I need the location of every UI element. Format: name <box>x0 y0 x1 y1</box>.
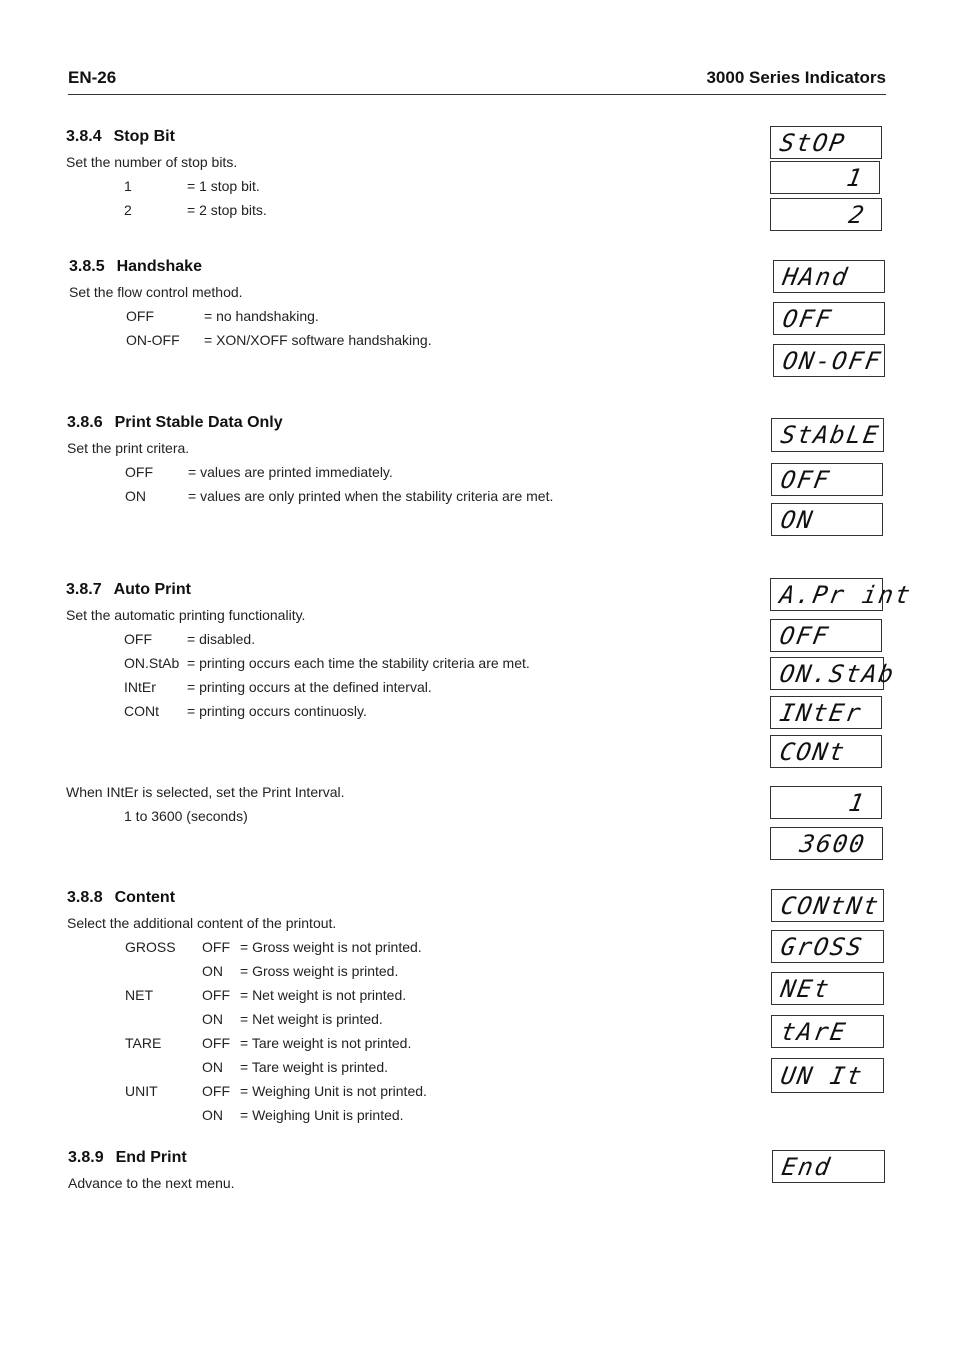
option-desc: = 2 stop bits. <box>187 202 267 218</box>
option-desc: = printing occurs each time the stability criteria are met. <box>187 655 530 671</box>
option-key: ON.StAb <box>124 655 180 671</box>
content-desc: = Tare weight is printed. <box>240 1059 388 1075</box>
section-title-end-print <box>68 1149 187 1167</box>
lcd-display <box>771 972 884 1005</box>
lcd-display <box>770 161 880 194</box>
content-item: NET <box>125 987 153 1003</box>
section-number: 3.8.6 <box>67 414 103 431</box>
lcd-display <box>770 735 882 768</box>
lcd-display <box>772 1150 885 1183</box>
lcd-text: GrOSS <box>778 932 866 961</box>
section-number: 3.8.4 <box>66 128 102 145</box>
interval-range: 1 to 3600 (seconds) <box>124 808 248 824</box>
content-state: OFF <box>202 1083 230 1099</box>
lcd-text: tArE <box>778 1017 850 1046</box>
section-description: Set the flow control method. <box>69 284 243 300</box>
section-title-stop-bit <box>66 128 175 146</box>
interval-note: When INtEr is selected, set the Print Interval. <box>66 784 345 800</box>
lcd-display <box>770 786 882 819</box>
lcd-display <box>773 302 885 335</box>
option-key: OFF <box>125 464 153 480</box>
lcd-display <box>771 418 884 452</box>
option-desc: = no handshaking. <box>204 308 319 324</box>
lcd-text: 3600 <box>797 829 869 858</box>
content-state: OFF <box>202 987 230 1003</box>
lcd-display <box>770 578 915 611</box>
section-title-auto-print <box>66 581 191 599</box>
lcd-text: ON-OFF <box>780 346 885 375</box>
lcd-display <box>771 503 883 536</box>
content-desc: = Gross weight is not printed. <box>240 939 422 955</box>
section-number: 3.8.9 <box>68 1149 104 1166</box>
option-desc: = values are only printed when the stability criteria are met. <box>188 488 554 504</box>
option-desc: = printing occurs continuosly. <box>187 703 367 719</box>
lcd-display <box>770 827 883 860</box>
section-number: 3.8.5 <box>69 258 105 275</box>
option-desc: = 1 stop bit. <box>187 178 260 194</box>
lcd-text: UN It <box>778 1061 866 1090</box>
lcd-display <box>770 198 882 231</box>
section-title-content <box>67 889 175 907</box>
option-key: OFF <box>126 308 154 324</box>
content-state: ON <box>202 1107 223 1123</box>
section-title-handshake <box>69 258 202 276</box>
section-number: 3.8.7 <box>66 581 102 598</box>
lcd-text: End <box>779 1152 834 1181</box>
option-desc: = printing occurs at the defined interval. <box>187 679 432 695</box>
document-title: 3000 Series Indicators <box>706 68 886 87</box>
option-key: INtEr <box>124 679 156 695</box>
lcd-text: 1 <box>844 163 866 192</box>
content-desc: = Net weight is printed. <box>240 1011 383 1027</box>
lcd-display <box>773 260 885 293</box>
content-desc: = Tare weight is not printed. <box>240 1035 412 1051</box>
lcd-text: A.Pr int <box>777 580 915 609</box>
section-description: Set the automatic printing functionality. <box>66 607 306 623</box>
lcd-display <box>771 1058 884 1093</box>
section-heading: End Print <box>115 1149 187 1166</box>
section-description: Set the number of stop bits. <box>66 154 238 170</box>
section-heading: Content <box>114 889 176 906</box>
page-number: EN-26 <box>68 68 117 87</box>
lcd-text: StAbLE <box>778 421 883 449</box>
page-header <box>68 64 886 95</box>
lcd-display <box>770 619 882 652</box>
lcd-display <box>770 126 882 159</box>
lcd-text: 1 <box>846 788 868 817</box>
option-key: ON <box>125 488 146 504</box>
content-desc: = Weighing Unit is not printed. <box>240 1083 427 1099</box>
option-key: OFF <box>124 631 152 647</box>
option-desc: = values are printed immediately. <box>188 464 393 480</box>
section-description: Advance to the next menu. <box>68 1175 235 1191</box>
lcd-text: OFF <box>780 304 835 333</box>
option-key: 1 <box>124 178 132 194</box>
section-number: 3.8.8 <box>67 889 103 906</box>
section-heading: Handshake <box>116 258 202 275</box>
section-heading: Auto Print <box>113 581 191 598</box>
lcd-display <box>770 657 898 690</box>
lcd-text: INtEr <box>777 698 865 727</box>
lcd-display <box>770 696 882 729</box>
lcd-text: CONt <box>777 737 849 766</box>
content-item: TARE <box>125 1035 162 1051</box>
lcd-display <box>771 1015 884 1048</box>
content-state: OFF <box>202 1035 230 1051</box>
content-desc: = Net weight is not printed. <box>240 987 407 1003</box>
option-key: 2 <box>124 202 132 218</box>
lcd-text: OFF <box>777 621 832 650</box>
content-item: GROSS <box>125 939 176 955</box>
lcd-display <box>771 889 884 922</box>
content-item: UNIT <box>125 1083 158 1099</box>
lcd-display <box>773 344 885 377</box>
lcd-text: OFF <box>778 465 833 494</box>
section-heading: Stop Bit <box>113 128 175 145</box>
section-description: Select the additional content of the printout. <box>67 915 337 931</box>
lcd-text: 2 <box>846 200 868 229</box>
section-description: Set the print critera. <box>67 440 190 456</box>
lcd-text: ON <box>778 505 817 534</box>
lcd-display <box>771 463 883 496</box>
content-state: ON <box>202 1011 223 1027</box>
lcd-text: CONtNt <box>778 891 883 920</box>
option-key: ON-OFF <box>126 332 180 348</box>
lcd-display <box>771 930 884 963</box>
section-heading: Print Stable Data Only <box>114 414 283 431</box>
section-title-stable <box>67 414 283 432</box>
content-desc: = Weighing Unit is printed. <box>240 1107 404 1123</box>
option-desc: = XON/XOFF software handshaking. <box>204 332 432 348</box>
content-state: ON <box>202 1059 223 1075</box>
lcd-text: StOP <box>777 128 849 157</box>
lcd-text: NEt <box>778 974 833 1003</box>
option-key: CONt <box>124 703 159 719</box>
content-desc: = Gross weight is printed. <box>240 963 399 979</box>
lcd-text: HAnd <box>780 262 852 291</box>
option-desc: = disabled. <box>187 631 256 647</box>
lcd-text: ON.StAb <box>777 659 898 688</box>
content-state: ON <box>202 963 223 979</box>
content-state: OFF <box>202 939 230 955</box>
